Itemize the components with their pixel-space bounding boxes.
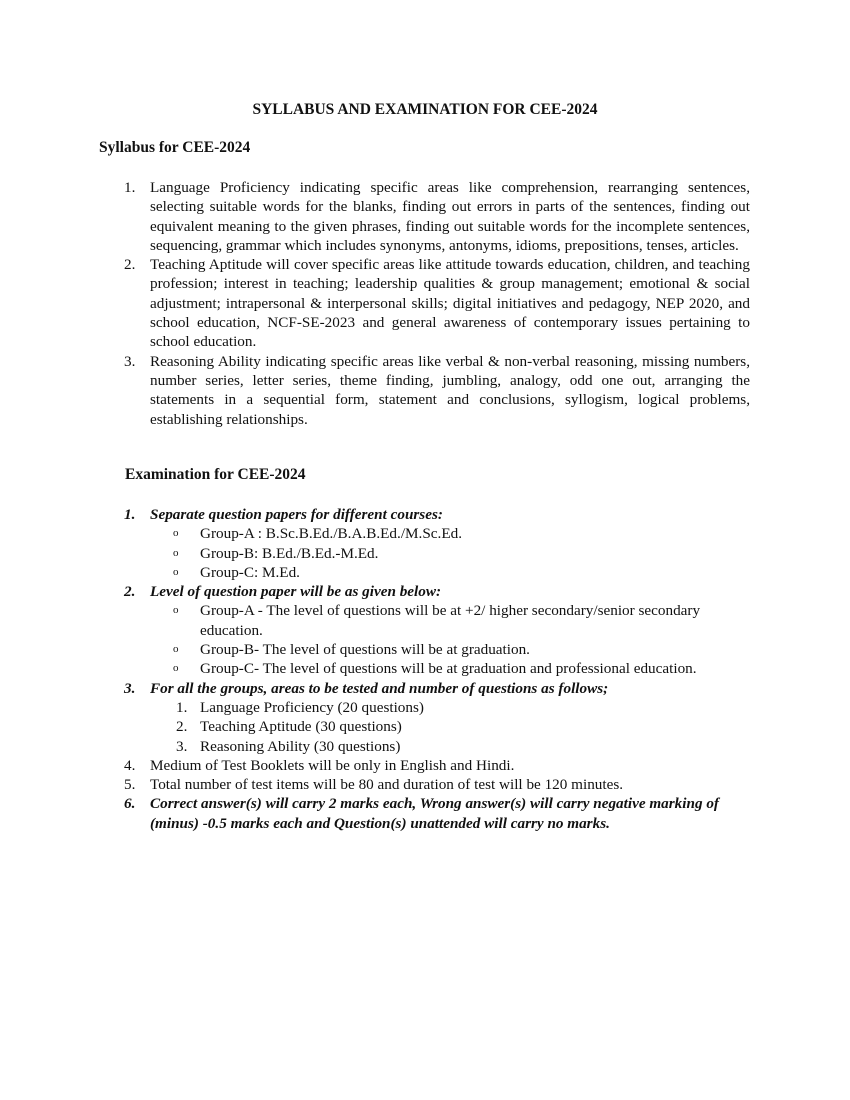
- bullet-icon: o: [173, 565, 179, 578]
- syllabus-item-3: [0, 352, 750, 429]
- list-item: [150, 601, 750, 640]
- syllabus-item-1: [0, 178, 750, 255]
- syllabus-heading: Syllabus for CEE-2024: [99, 139, 251, 156]
- list-item: [150, 737, 750, 756]
- exam-item-5: [0, 775, 750, 794]
- exam-item-4: [0, 756, 750, 775]
- sub-item-text: Group-A - The level of questions will be at +2/ higher secondary/senior secondary education.: [200, 602, 701, 639]
- list-item: [150, 640, 750, 659]
- syllabus-item-text: Teaching Aptitude will cover specific areas like attitude towards education, children, and teaching profession; interest in teaching; leadership qualities & group management; emotional & social adjustment; intrapersonal & interpersonal skills; digital initiatives and pedagogy, NEP 2020, and school education, NCF-SE-2023 and general awareness of contemporary issues pertaining to school education.: [150, 256, 750, 351]
- exam-sublist: [150, 524, 750, 582]
- bullet-icon: o: [173, 546, 179, 559]
- sub-item-number: 3.: [176, 737, 188, 755]
- sub-item-text: Reasoning Ability (30 questions): [200, 737, 401, 755]
- exam-item-number: 6.: [124, 795, 136, 813]
- sub-item-number: 1.: [176, 698, 188, 716]
- exam-item-number: 5.: [124, 776, 136, 794]
- sub-item-text: Group-B: B.Ed./B.Ed.-M.Ed.: [200, 544, 379, 562]
- exam-item-text: Correct answer(s) will carry 2 marks each, Wrong answer(s) will carry negative marking of (minus) -0.5 marks each and Question(s) unattended will carry no marks.: [150, 795, 719, 832]
- list-item: [150, 563, 750, 582]
- syllabus-list: [0, 178, 750, 429]
- syllabus-item-number: 2.: [124, 256, 136, 274]
- list-item: [150, 544, 750, 563]
- exam-item-1: [0, 505, 750, 582]
- examination-list: [0, 505, 750, 833]
- page-title: SYLLABUS AND EXAMINATION FOR CEE-2024: [252, 101, 598, 118]
- syllabus-item-2: [0, 255, 750, 351]
- exam-item-3: [0, 679, 750, 756]
- sub-item-text: Group-C: M.Ed.: [200, 563, 300, 581]
- list-item: [150, 659, 750, 678]
- bullet-icon: o: [173, 527, 179, 540]
- exam-item-number: 2.: [124, 583, 136, 601]
- sub-item-text: Language Proficiency (20 questions): [200, 698, 424, 716]
- sub-item-text: Group-C- The level of questions will be at graduation and professional education.: [200, 660, 697, 678]
- exam-sublist: [150, 698, 750, 756]
- exam-item-number: 1.: [124, 506, 136, 523]
- list-item: [150, 524, 750, 543]
- syllabus-item-text: Reasoning Ability indicating specific areas like verbal & non-verbal reasoning, missing numbers, number series, letter series, theme finding, jumbling, analogy, odd one out, arranging the statements in a sequential form, statement and conclusions, syllogism, logical problems, establishing relationships.: [150, 352, 750, 428]
- bullet-icon: o: [173, 662, 179, 675]
- examination-heading: Examination for CEE-2024: [125, 466, 306, 483]
- sub-item-text: Group-B- The level of questions will be at graduation.: [200, 641, 530, 659]
- syllabus-item-number: 3.: [124, 352, 136, 370]
- exam-item-text: Total number of test items will be 80 and duration of test will be 120 minutes.: [150, 776, 624, 794]
- exam-item-text: Medium of Test Booklets will be only in English and Hindi.: [150, 756, 515, 774]
- exam-item-text: Level of question paper will be as given below:: [150, 583, 442, 601]
- exam-item-6: [0, 794, 750, 833]
- exam-item-text: Separate question papers for different courses:: [150, 506, 443, 523]
- syllabus-item-text: Language Proficiency indicating specific areas like comprehension, rearranging sentences, selecting suitable words for the blanks, finding out errors in parts of the sentences, finding out equivalent meaning to the given phrases, finding out suitable words for the incomplete sentences, sequencing, grammar which includes synonyms, antonyms, idioms, prepositions, tenses, articles.: [150, 179, 750, 254]
- exam-item-text: For all the groups, areas to be tested and number of questions as follows;: [150, 679, 609, 697]
- exam-item-number: 3.: [124, 679, 136, 697]
- bullet-icon: o: [173, 643, 179, 656]
- exam-sublist: [150, 601, 750, 678]
- syllabus-item-number: 1.: [124, 179, 136, 196]
- sub-item-number: 2.: [176, 718, 188, 736]
- sub-item-text: Group-A : B.Sc.B.Ed./B.A.B.Ed./M.Sc.Ed.: [200, 525, 462, 543]
- sub-item-text: Teaching Aptitude (30 questions): [200, 718, 402, 736]
- exam-item-2: [0, 582, 750, 678]
- exam-item-number: 4.: [124, 756, 136, 774]
- bullet-icon: o: [173, 604, 179, 617]
- list-item: [150, 698, 750, 717]
- list-item: [150, 717, 750, 736]
